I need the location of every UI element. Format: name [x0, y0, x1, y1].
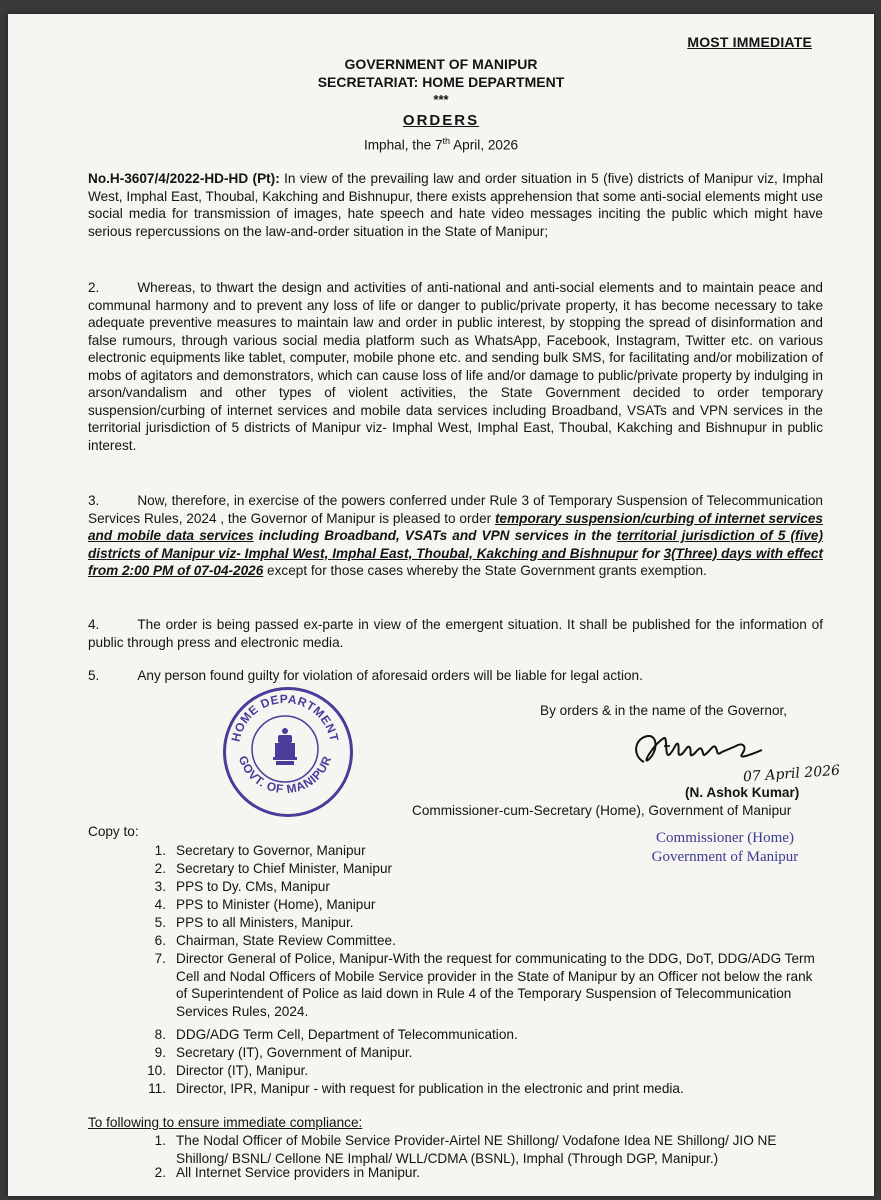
signatory-designation: Commissioner-cum-Secretary (Home), Government of Manipur	[412, 803, 792, 818]
copy-to-item-number: 4.	[154, 897, 166, 912]
copy-to-item-text: PPS to all Ministers, Manipur.	[176, 915, 354, 930]
document-page	[8, 14, 874, 1196]
compliance-item-number: 1.	[154, 1133, 166, 1148]
copy-to-item-number: 7.	[154, 951, 166, 966]
emblem-icon	[273, 728, 297, 765]
copy-to-item-text: PPS to Dy. CMs, Manipur	[176, 879, 330, 894]
svg-text:GOVT. OF MANIPUR	[236, 754, 335, 796]
copy-to-item-number: 9.	[154, 1045, 166, 1060]
compliance-item-number: 2.	[154, 1165, 166, 1180]
copy-to-item-text: Chairman, State Review Committee.	[176, 933, 396, 948]
compliance-item-text: All Internet Service providers in Manipur.	[176, 1165, 421, 1180]
priority-mark: MOST IMMEDIATE	[687, 34, 812, 50]
copy-to-item-text: Secretary to Chief Minister, Manipur	[176, 861, 393, 876]
department-seal	[223, 687, 353, 817]
paragraph-1-text: In view of the prevailing law and order situation in 5 (five) districts of Manipur viz, Imphal West, Imphal East, Thoubal, Kakching and Bishnupur, there exists apprehension that some anti-social elements might use social media for transmission of images, hate speech and hate video messages inciting the public which might have serious repercussions on the law-and-order situation in the State of Manipur;	[88, 171, 823, 239]
stamp-line-1: Commissioner (Home)	[656, 830, 794, 846]
heading-stars: ***	[433, 92, 449, 107]
order-number: No.H-3607/4/2022-HD-HD (Pt):	[88, 171, 280, 186]
paragraph-3: 3. Now, therefore, in exercise of the powers conferred under Rule 3 of Temporary Suspension of Telecommunication Services Rules, 2024 , the Governor of Manipur is pleased to order temporary suspension/curbing of internet services and mobile data services including Broadband, VSATs and VPN services in the territorial jurisdiction of 5 (five) districts of Manipur viz- Imphal West, Imphal East, Thoubal, Kakching and Bishnupur for 3(Three) days with effect from 2:00 PM of 07-04-2026 except for those cases whereby the State Government grants exemption.	[88, 493, 823, 578]
government-heading: GOVERNMENT OF MANIPUR	[344, 56, 538, 72]
stamp-line-2: Government of Manipur	[651, 849, 799, 865]
copy-to-item-number: 5.	[154, 915, 166, 930]
paragraph-4: 4. The order is being passed ex-parte in view of the emergent situation. It shall be published for the information of public through press and electronic media.	[88, 617, 823, 650]
copy-to-item-number: 10.	[147, 1063, 166, 1078]
compliance-item-text: The Nodal Officer of Mobile Service Provider-Airtel NE Shillong/ Vodafone Idea NE Shillong/ JIO NE Shillong/ BSNL/ Cellone NE Imphal/ WLL/CDMA (BSNL), Imphal (Through DGP, Manipur.)	[176, 1133, 777, 1166]
copy-to-item-number: 1.	[154, 843, 166, 858]
copy-to-item-number: 11.	[148, 1081, 166, 1096]
authority-line: By orders & in the name of the Governor,	[540, 703, 788, 718]
paragraph-2	[88, 279, 823, 454]
place-date: Imphal, the 7th April, 2026	[363, 136, 519, 153]
orders-title: ORDERS	[402, 112, 480, 129]
emphasis-suspension: temporary suspension/curbing of internet services and mobile data services	[88, 510, 823, 543]
seal-bottom-text: GOVT. OF MANIPUR	[235, 753, 335, 797]
seal-graphic	[223, 687, 347, 811]
copy-to-item-number: 2.	[154, 861, 166, 876]
copy-to-item-text: Secretary (IT), Government of Manipur.	[176, 1045, 413, 1060]
copy-to-item-number: 8.	[154, 1027, 166, 1042]
copy-to-item-number: 3.	[154, 879, 166, 894]
copy-to-item-text: DDG/ADG Term Cell, Department of Telecommunication.	[176, 1027, 518, 1042]
copy-to-item-text: Director, IPR, Manipur - with request for publication in the electronic and print media.	[176, 1081, 684, 1096]
copy-to-label: Copy to:	[88, 824, 139, 839]
compliance-label: To following to ensure immediate compliance:	[88, 1115, 363, 1130]
emphasis-jurisdiction: territorial jurisdiction of 5 (five) districts of Manipur viz- Imphal West, Imphal East, Thoubal, Kakching and Bishnupur	[88, 528, 823, 561]
signature-date: 07 April 2026	[742, 762, 841, 786]
copy-to-item-text: Director (IT), Manipur.	[176, 1063, 309, 1078]
copy-to-item-number: 6.	[154, 933, 166, 948]
paragraph-5: 5. Any person found guilty for violation of aforesaid orders will be liable for legal action.	[88, 668, 643, 683]
signatory-name: (N. Ashok Kumar)	[685, 785, 800, 800]
seal-top-text: HOME DEPARTMENT	[228, 691, 342, 744]
copy-to-item-text: Secretary to Governor, Manipur	[176, 843, 366, 858]
paragraph-2-text: Whereas, to thwart the design and activities of anti-national and anti-social elements and to maintain peace and communal harmony and to prevent any loss of life or danger to public/private property, it has become necessary to take adequate preventive measures to maintain law and order in public interest, by stopping the spread of disinformation and false rumours, through various social media platform such as WhatsApp, Facebook, Instagram, Twitter etc. on various electronic equipments like tablet, computer, mobile phone etc. and sending bulk SMS, for facilitating and/or mobilization of mobs of agitators and demonstrators, which can cause loss of life and/or damage to public/private property by indulging in arson/vandalism and other types of violent activities, the State Government decided to order temporary suspension/curbing of internet services and mobile data services including Broadband, VSATs and VPN services in the territorial jurisdiction of 5 districts of Manipur viz- Imphal West, Imphal East, Thoubal, Kakching and Bishnupur in public interest.	[88, 280, 823, 453]
department-heading: SECRETARIAT: HOME DEPARTMENT	[317, 74, 565, 90]
copy-to-item-text: Director General of Police, Manipur-With the request for communicating to the DDG, DoT, DDG/ADG Term Cell and Nodal Officers of Mobile Service provider in the State of Manipur by an Officer not below the rank of Superintendent of Police as laid down in Rule 4 of the Temporary Suspension of Telecommunication Services Rules, 2024.	[176, 951, 815, 1019]
paragraph-2-number: 2.	[88, 280, 100, 295]
emphasis-duration: 3(Three) days with effect from 2:00 PM of 07-04-2026	[88, 545, 823, 578]
copy-to-item-text: PPS to Minister (Home), Manipur	[176, 897, 376, 912]
paragraph-1	[88, 170, 823, 240]
